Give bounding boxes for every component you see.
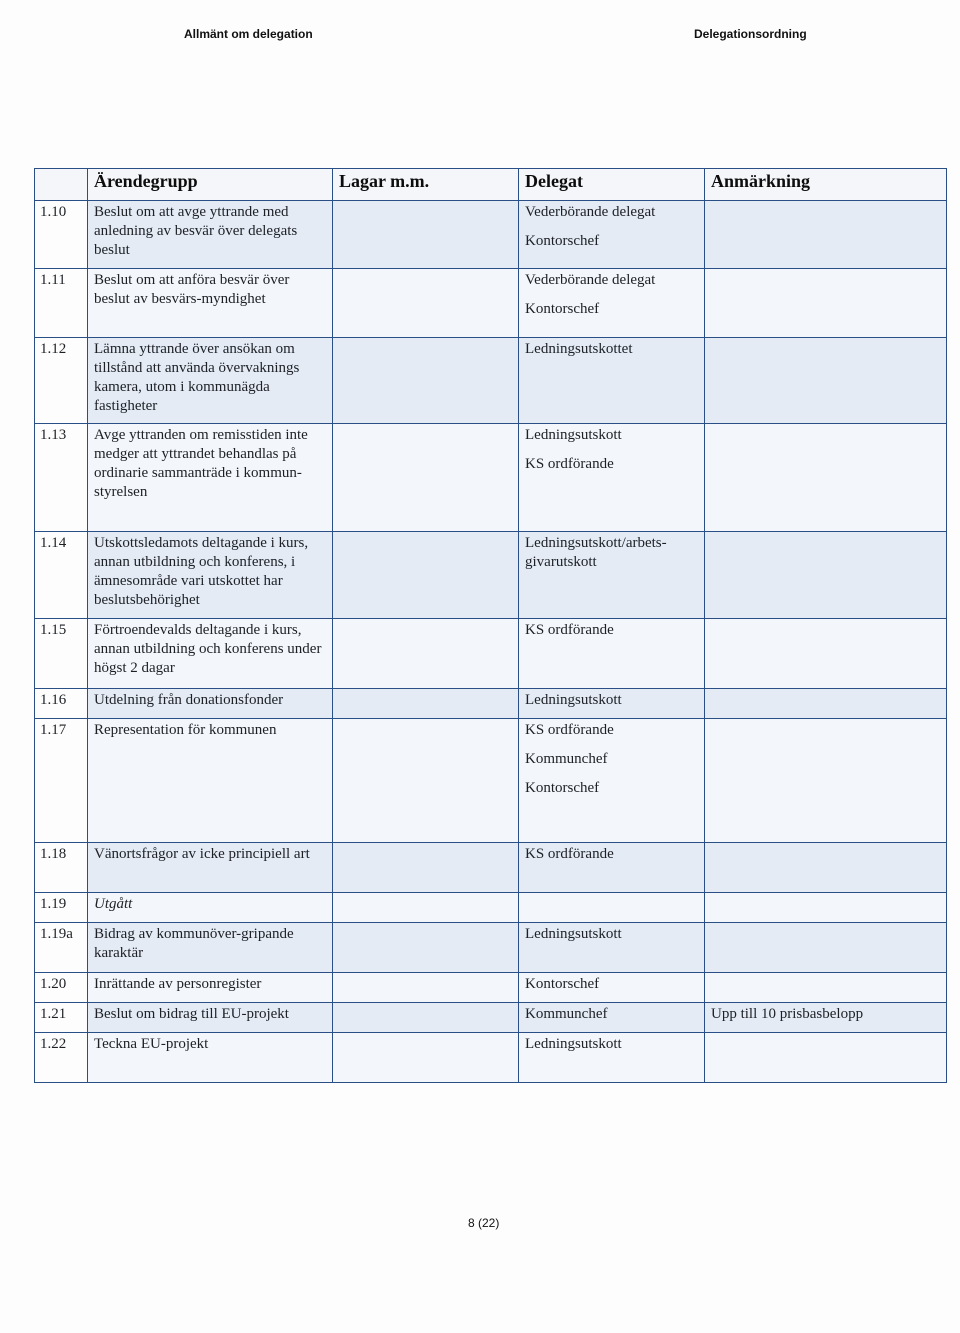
row-delegates: [519, 1033, 705, 1083]
row-number: 1.20: [35, 973, 88, 1003]
row-delegates: [519, 893, 705, 923]
row-note: [705, 532, 947, 619]
row-matter: Beslut om att avge yttrande med anledning av besvär över delegats beslut: [88, 201, 333, 269]
row-law: [333, 201, 519, 269]
row-law: [333, 1003, 519, 1033]
table-header-row: [35, 169, 947, 201]
row-number: 1.21: [35, 1003, 88, 1033]
header-document-title: Delegationsordning: [694, 27, 807, 41]
table-row: [35, 532, 947, 619]
row-delegates: [519, 719, 705, 843]
header-delegat: Delegat: [519, 169, 705, 201]
row-number: 1.22: [35, 1033, 88, 1083]
row-delegates: [519, 269, 705, 338]
delegate-name: Kontorschef: [525, 976, 600, 992]
table-row: [35, 338, 947, 424]
row-matter: Inrättande av personregister: [88, 973, 333, 1003]
table-row: [35, 973, 947, 1003]
row-matter: Beslut om att anföra besvär över beslut av besvärs-myndighet: [88, 269, 333, 338]
row-delegates: [519, 843, 705, 893]
header-anmarkning: Anmärkning: [705, 169, 947, 201]
row-note: [705, 424, 947, 532]
table-row: [35, 843, 947, 893]
row-delegates: [519, 619, 705, 689]
row-law: [333, 338, 519, 424]
row-note: [705, 269, 947, 338]
row-matter: Vänortsfrågor av icke principiell art: [88, 843, 333, 893]
row-matter: Teckna EU-projekt: [88, 1033, 333, 1083]
row-delegates: [519, 1003, 705, 1033]
row-law: [333, 269, 519, 338]
table-row: [35, 689, 947, 719]
delegate-name: Kontorschef: [525, 780, 600, 796]
row-law: [333, 973, 519, 1003]
row-note: [705, 619, 947, 689]
row-note: [705, 973, 947, 1003]
row-matter: Beslut om bidrag till EU-projekt: [88, 1003, 333, 1033]
row-law: [333, 893, 519, 923]
row-delegates: [519, 923, 705, 973]
delegation-table: [34, 168, 947, 1083]
row-number: 1.13: [35, 424, 88, 532]
table-row: [35, 424, 947, 532]
delegate-name: Kontorschef: [525, 233, 600, 249]
row-note: [705, 843, 947, 893]
delegate-name: KS ordförande: [525, 622, 614, 638]
row-law: [333, 619, 519, 689]
row-delegates: [519, 338, 705, 424]
table-row: [35, 619, 947, 689]
table-row: [35, 1033, 947, 1083]
row-law: [333, 843, 519, 893]
row-number: 1.14: [35, 532, 88, 619]
table-row: [35, 719, 947, 843]
delegate-name: KS ordförande: [525, 846, 614, 862]
row-note: [705, 923, 947, 973]
row-number: 1.11: [35, 269, 88, 338]
delegate-name: Vederbörande delegat: [525, 204, 656, 220]
row-number: 1.17: [35, 719, 88, 843]
delegate-name: Ledningsutskott: [525, 692, 622, 708]
row-matter: Bidrag av kommunöver-gripande karaktär: [88, 923, 333, 973]
header-num: [35, 169, 88, 201]
row-number: 1.12: [35, 338, 88, 424]
header-lagar: Lagar m.m.: [333, 169, 519, 201]
delegate-name: Kommunchef: [525, 751, 608, 767]
delegate-name: KS ordförande: [525, 722, 614, 738]
row-note: Upp till 10 prisbasbelopp: [705, 1003, 947, 1033]
row-law: [333, 719, 519, 843]
table-row: [35, 923, 947, 973]
table-row: [35, 269, 947, 338]
row-number: 1.10: [35, 201, 88, 269]
table-row: [35, 893, 947, 923]
row-note: [705, 1033, 947, 1083]
row-law: [333, 424, 519, 532]
row-law: [333, 689, 519, 719]
row-delegates: [519, 201, 705, 269]
delegate-name: Vederbörande delegat: [525, 272, 656, 288]
row-matter: Utdelning från donationsfonder: [88, 689, 333, 719]
delegate-name: Ledningsutskott: [525, 427, 622, 443]
delegate-name: KS ordförande: [525, 456, 614, 472]
delegate-name: Ledningsutskott: [525, 1036, 622, 1052]
row-note: [705, 893, 947, 923]
row-delegates: [519, 973, 705, 1003]
row-matter: Utskottsledamots deltagande i kurs, annan utbildning och konferens, i ämnesområde vari utskottet har beslutsbehörighet: [88, 532, 333, 619]
row-law: [333, 923, 519, 973]
row-note: [705, 201, 947, 269]
row-number: 1.18: [35, 843, 88, 893]
row-matter: Representation för kommunen: [88, 719, 333, 843]
row-matter: Utgått: [88, 893, 333, 923]
row-matter: Förtroendevalds deltagande i kurs, annan utbildning och konferens under högst 2 dagar: [88, 619, 333, 689]
row-note: [705, 338, 947, 424]
row-matter: Avge yttranden om remisstiden inte medger att yttrandet behandlas på ordinarie sammanträde i kommun-styrelsen: [88, 424, 333, 532]
row-law: [333, 1033, 519, 1083]
row-number: 1.15: [35, 619, 88, 689]
table-row: [35, 1003, 947, 1033]
row-law: [333, 532, 519, 619]
page-number: 8 (22): [468, 1216, 500, 1230]
delegate-name: Kontorschef: [525, 301, 600, 317]
row-number: 1.19a: [35, 923, 88, 973]
delegate-name: Ledningsutskottet: [525, 341, 633, 357]
header-section-title: Allmänt om delegation: [184, 27, 313, 41]
row-matter: Lämna yttrande över ansökan om tillstånd att använda övervaknings kamera, utom i kommunägda fastigheter: [88, 338, 333, 424]
row-delegates: [519, 532, 705, 619]
delegate-name: Ledningsutskott/arbets-givarutskott: [525, 535, 667, 570]
delegate-name: Kommunchef: [525, 1006, 608, 1022]
row-note: [705, 689, 947, 719]
row-number: 1.19: [35, 893, 88, 923]
row-delegates: [519, 689, 705, 719]
row-delegates: [519, 424, 705, 532]
table-row: [35, 201, 947, 269]
table-body: [35, 201, 947, 1083]
header-arendegrupp: Ärendegrupp: [88, 169, 333, 201]
delegate-name: Ledningsutskott: [525, 926, 622, 942]
row-note: [705, 719, 947, 843]
row-number: 1.16: [35, 689, 88, 719]
